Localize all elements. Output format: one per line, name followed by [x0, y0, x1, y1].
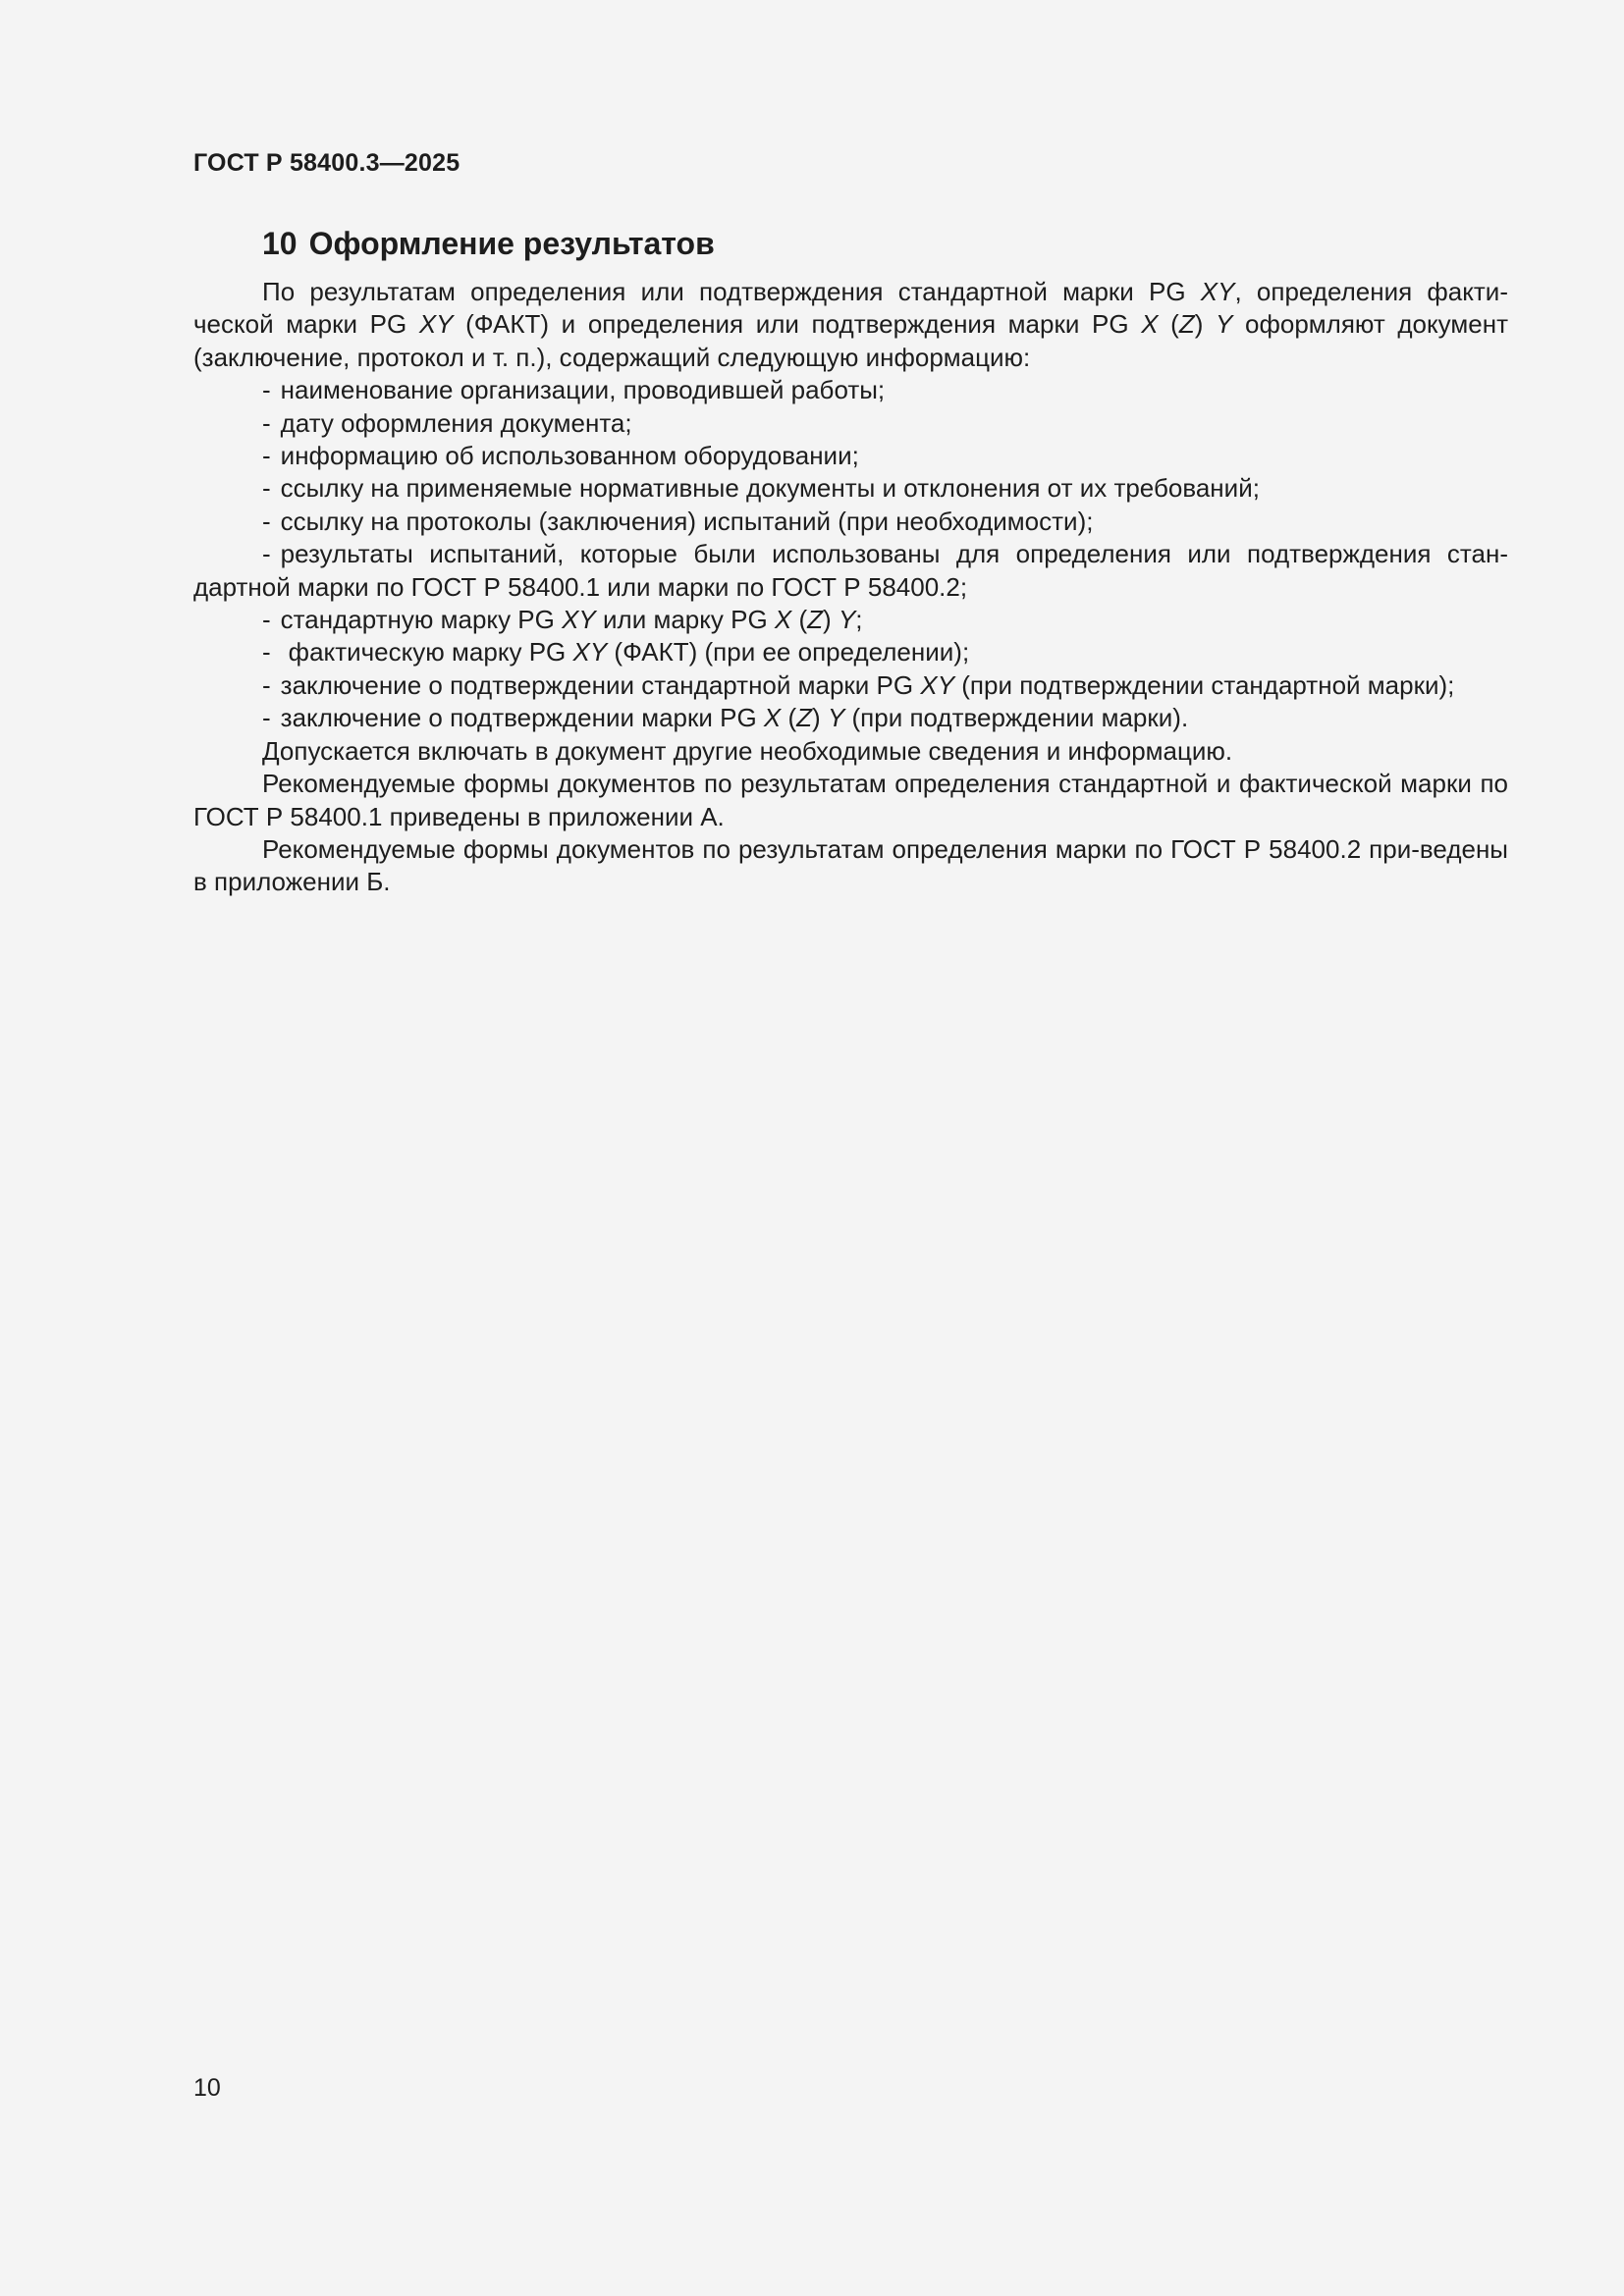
- list-item-text: результаты испытаний, которые были использованы для определения или подтверждения стан-дартной марки по ГОСТ Р 58400.1 или марки по ГОСТ Р 58400.2;: [193, 539, 1508, 602]
- section-title: Оформление результатов: [308, 226, 715, 261]
- list-item-text: заключение о подтверждении марки PG: [280, 703, 764, 733]
- list-dash: -: [262, 441, 271, 471]
- list-item-text: XY: [920, 669, 955, 700]
- intro-text: X: [1141, 309, 1159, 340]
- list-dash: -: [262, 703, 271, 733]
- list-dash: -: [262, 473, 271, 504]
- list-item: [193, 506, 1508, 538]
- list-item-text: XY: [562, 605, 596, 635]
- intro-text: (ФАКТ) и определения или подтверждения марки PG: [453, 309, 1142, 340]
- list-item-text: X: [774, 605, 792, 635]
- list-dash: -: [262, 506, 271, 536]
- list-item-text: фактическую марку PG: [288, 637, 573, 667]
- list-dash: -: [262, 669, 271, 700]
- body-paragraph: Рекомендуемые формы документов по результатам определения марки по ГОСТ Р 58400.2 при-ведены в приложении Б.: [193, 833, 1508, 897]
- list-dash: -: [262, 407, 271, 438]
- list-item: [193, 374, 1508, 406]
- list-item: [193, 636, 1508, 668]
- list-item: [193, 604, 1508, 636]
- intro-text: XY: [418, 309, 454, 340]
- body-paragraph: Допускается включать в документ другие необходимые сведения и информацию.: [262, 735, 1233, 766]
- list-dash: -: [262, 605, 271, 635]
- list-item-text: (ФАКТ) (при ее определении);: [607, 637, 970, 667]
- body-paragraph: Рекомендуемые формы документов по результатам определения стандартной и фактической марки по ГОСТ Р 58400.1 приведены в приложении А.: [193, 769, 1508, 831]
- list-item-text: (при подтверждении марки).: [844, 703, 1189, 733]
- intro-text: , определения факти-ческой марки PG: [193, 277, 1508, 340]
- list-item-text: дату оформления документа;: [280, 407, 632, 438]
- list-item-text: наименование организации, проводившей работы;: [280, 375, 886, 405]
- list-item: [193, 440, 1508, 472]
- intro-text: XY: [1200, 277, 1235, 306]
- list-item-text: Y: [838, 605, 856, 635]
- list-item-text: (при подтверждении стандартной марки);: [954, 669, 1455, 700]
- list-item-text: ;: [855, 605, 863, 635]
- intro-text: Y: [1216, 309, 1233, 340]
- section-heading: [262, 224, 1508, 263]
- list-item: [193, 538, 1508, 604]
- intro-text: Z: [1178, 309, 1195, 340]
- list-item-text: X: [763, 703, 782, 733]
- list-item-text: Y: [827, 703, 845, 733]
- list-item-text: заключение о подтверждении стандартной марки PG: [280, 669, 921, 700]
- list-item-text: (: [781, 703, 797, 733]
- list-dash: -: [262, 637, 271, 667]
- document-header: ГОСТ Р 58400.3—2025: [193, 149, 460, 177]
- list-item-text: ): [812, 703, 828, 733]
- list-item-text: ссылку на применяемые нормативные документы и отклонения от их требований;: [280, 473, 1260, 504]
- list-item-text: ссылку на протоколы (заключения) испытаний (при необходимости);: [280, 506, 1094, 536]
- intro-text: (: [1158, 309, 1179, 340]
- list-item: [193, 407, 1508, 440]
- intro-paragraph: [193, 276, 1508, 374]
- list-item-text: информацию об использованном оборудовании;: [280, 441, 859, 471]
- list-item-text: стандартную марку PG: [280, 605, 563, 635]
- list-item-text: XY: [572, 637, 608, 667]
- intro-text: оформляют документ (заключение, протокол и т. п.), содержащий следующую информацию:: [193, 309, 1508, 372]
- list-dash: -: [262, 539, 271, 569]
- section-content: [193, 224, 1508, 899]
- list-dash: -: [262, 375, 271, 405]
- intro-text: По результатам определения или подтверждения стандартной марки PG: [262, 277, 1201, 306]
- list-item: [193, 702, 1508, 734]
- list-item-text: (: [791, 605, 808, 635]
- list-item: [193, 472, 1508, 505]
- list-item: [193, 669, 1508, 702]
- page-number: 10: [193, 2074, 221, 2102]
- list-item-text: Z: [796, 703, 813, 733]
- list-item-text: ): [823, 605, 839, 635]
- list-item-text: Z: [807, 605, 824, 635]
- section-number: 10: [262, 226, 298, 261]
- intro-text: ): [1194, 309, 1217, 340]
- list-item-text: или марку PG: [595, 605, 775, 635]
